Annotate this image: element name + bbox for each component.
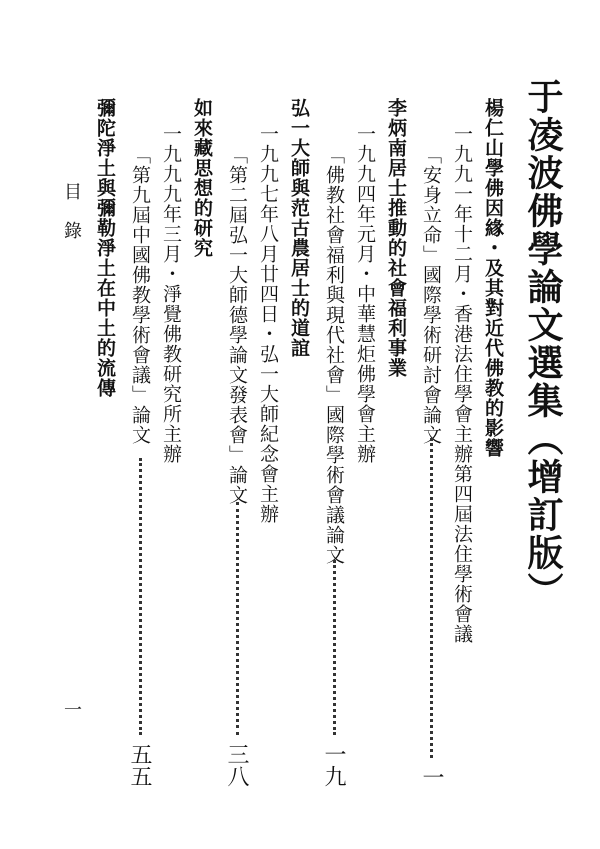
section-note: 一九九一年十二月・香港法住學會主辦第四屆法住學術會議 (451, 124, 473, 644)
section-title: 楊仁山學佛因緣・及其對近代佛教的影響 (482, 98, 504, 458)
toc-entry[interactable]: 「佛教社會福利與現代社會」國際學術會議論文 (323, 145, 345, 565)
dot-leader (236, 502, 239, 735)
section-title: 彌陀淨土與彌勒淨土在中土的流傳 (94, 98, 116, 398)
toc-entry[interactable]: 「第二屆弘一大師德學論文發表會」論文 (226, 145, 248, 505)
section-note: 一九九九年三月・淨覺佛教研究所主辦 (160, 124, 182, 464)
book-title: 于凌波佛學論文選集︵增訂版︶ (522, 78, 563, 610)
page-number: 五五 (127, 743, 152, 787)
page-number: 一 (419, 766, 444, 788)
toc-entry[interactable]: 「第九屆中國佛教學術會議」論文 (129, 145, 151, 445)
section-title: 弘一大師與范古農居士的道誼 (288, 98, 310, 358)
page-number: 一九 (321, 743, 346, 787)
dot-leader (333, 560, 336, 735)
folio-page-number: 一 (61, 700, 82, 718)
toc-entry[interactable]: 「安身立命」國際學術研討會論文 (420, 145, 442, 445)
section-title: 如來藏思想的研究 (191, 98, 213, 258)
section-note: 一九九四年元月・中華慧炬佛學會主辦 (354, 124, 376, 464)
section-note: 一九九七年八月廿四日・弘一大師紀念會主辦 (257, 124, 279, 524)
page-number: 三八 (224, 743, 249, 787)
dot-leader (430, 438, 433, 758)
toc-label: 目 錄 (61, 182, 82, 239)
dot-leader (139, 458, 142, 735)
section-title: 李炳南居士推動的社會福利事業 (385, 98, 407, 378)
